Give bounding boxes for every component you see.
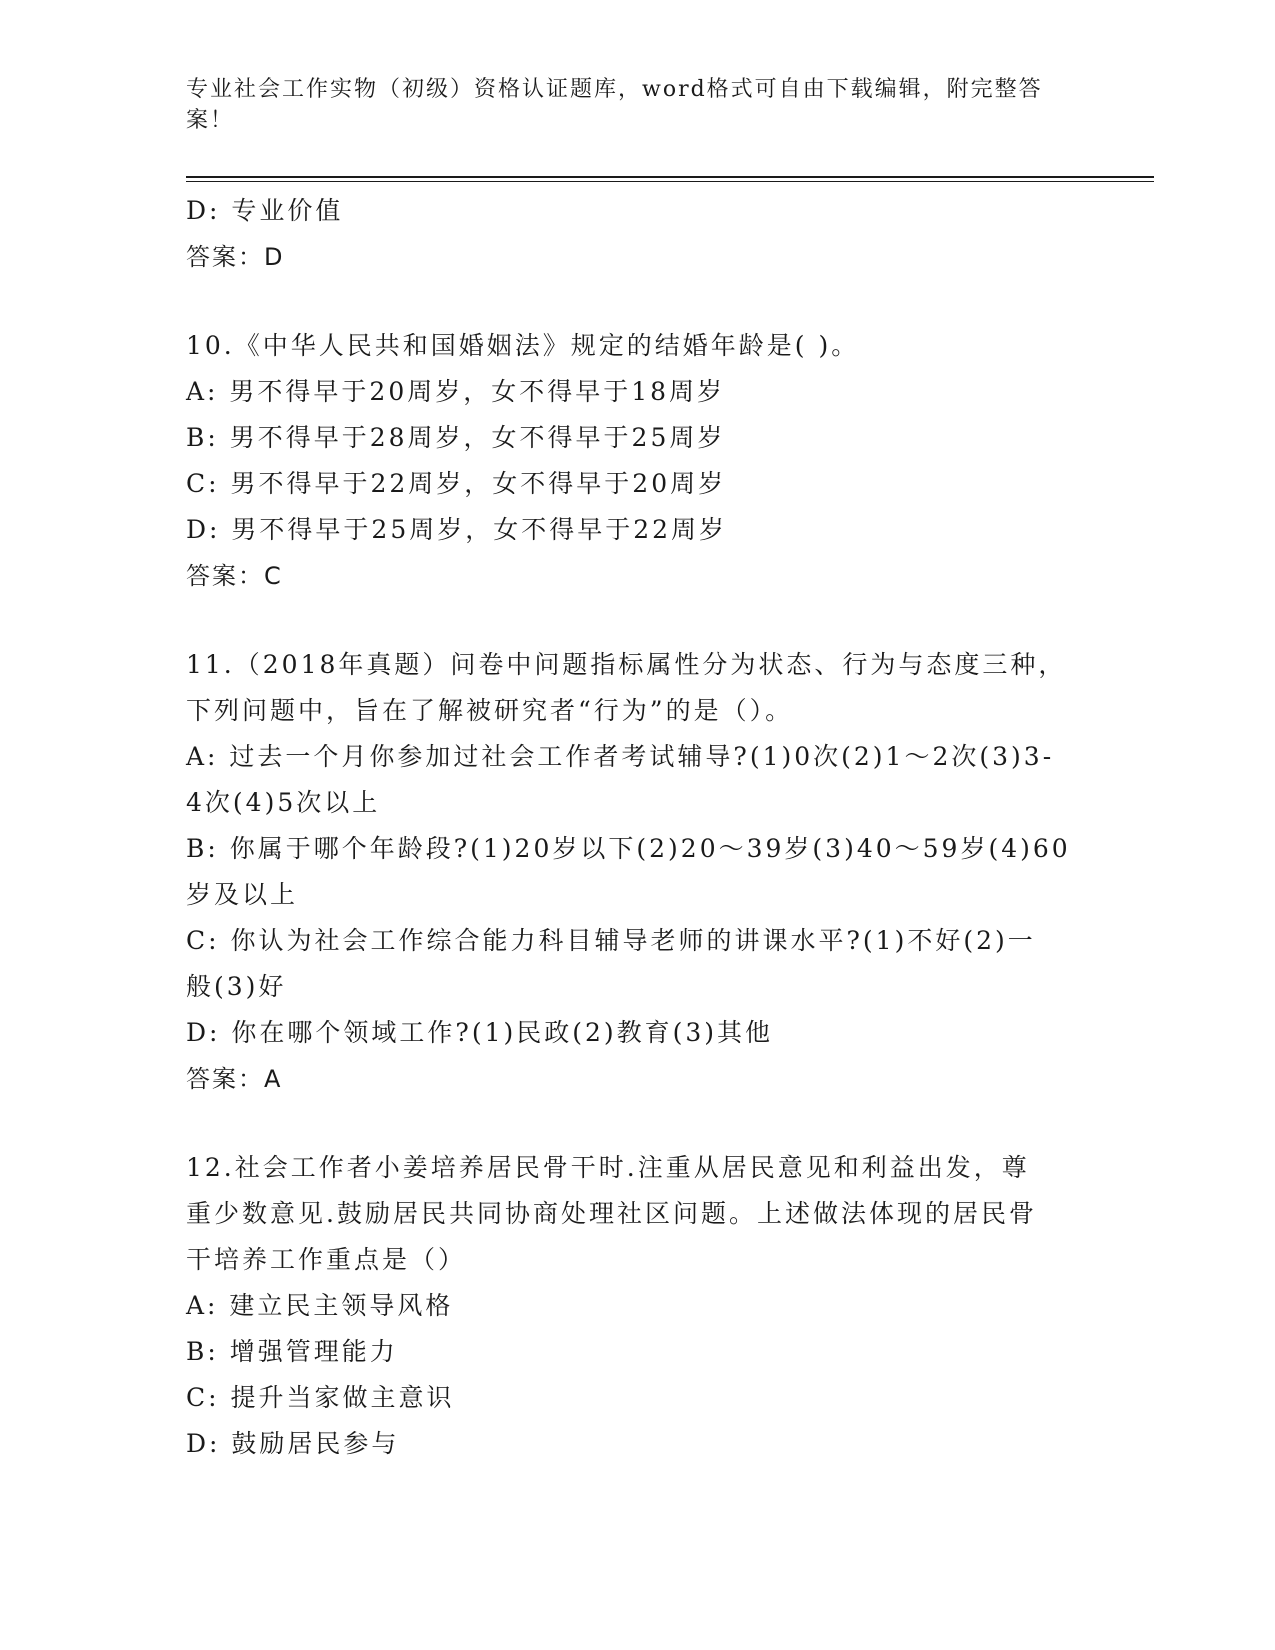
prev-option-d: D: 专业价值 xyxy=(186,196,344,225)
q12-question-line-3: 干培养工作重点是（） xyxy=(186,1245,467,1274)
q10-option-a: A: 男不得早于20周岁，女不得早于18周岁 xyxy=(186,377,726,406)
question-spacer xyxy=(186,280,1066,323)
q11-option-c-line-1: C: 你认为社会工作综合能力科目辅导老师的讲课水平?(1)不好(2)一 xyxy=(186,926,1036,955)
q11-question-line-2: 下列问题中，旨在了解被研究者“行为”的是（）。 xyxy=(186,696,794,725)
q10-option-d: D: 男不得早于25周岁，女不得早于22周岁 xyxy=(186,515,728,544)
question-spacer xyxy=(186,1102,1066,1145)
q12-option-d: D: 鼓励居民参与 xyxy=(186,1429,400,1458)
q11-option-c-line-2: 般(3)好 xyxy=(186,972,287,1001)
question-content xyxy=(186,188,1071,1467)
question-spacer xyxy=(186,599,1066,642)
header-divider-thin xyxy=(186,181,1154,182)
q12-option-b: B: 增强管理能力 xyxy=(186,1337,398,1366)
q12-question-line-1: 12.社会工作者小姜培养居民骨干时.注重从居民意见和利益出发，尊 xyxy=(186,1153,1030,1182)
q11-option-d: D: 你在哪个领域工作?(1)民政(2)教育(3)其他 xyxy=(186,1018,774,1047)
q12-option-a: A: 建立民主领导风格 xyxy=(186,1291,454,1320)
prev-answer: 答案：D xyxy=(186,243,285,271)
q12-option-c: C: 提升当家做主意识 xyxy=(186,1383,455,1412)
q11-question-line-1: 11.（2018年真题）问卷中问题指标属性分为状态、行为与态度三种， xyxy=(186,650,1067,679)
q12-question-line-2: 重少数意见.鼓励居民共同协商处理社区问题。上述做法体现的居民骨 xyxy=(186,1199,1037,1228)
q10-option-b: B: 男不得早于28周岁，女不得早于25周岁 xyxy=(186,423,726,452)
q11-option-a-line-2: 4次(4)5次以上 xyxy=(186,788,381,817)
document-header: 专业社会工作实物（初级）资格认证题库，word格式可自由下载编辑，附完整答案！ xyxy=(186,77,1043,133)
header-divider-thick xyxy=(186,176,1154,178)
q11-answer: 答案：A xyxy=(186,1065,283,1093)
q11-option-b-line-2: 岁及以上 xyxy=(186,880,299,909)
q10-option-c: C: 男不得早于22周岁，女不得早于20周岁 xyxy=(186,469,727,498)
q11-option-b-line-1: B: 你属于哪个年龄段?(1)20岁以下(2)20～39岁(3)40～59岁(4)60 xyxy=(186,834,1071,863)
q11-option-a-line-1: A: 过去一个月你参加过社会工作者考试辅导?(1)0次(2)1～2次(3)3- xyxy=(186,742,1055,771)
q10-answer: 答案：C xyxy=(186,562,283,590)
q10-question: 10.《中华人民共和国婚姻法》规定的结婚年龄是( )。 xyxy=(186,331,860,360)
